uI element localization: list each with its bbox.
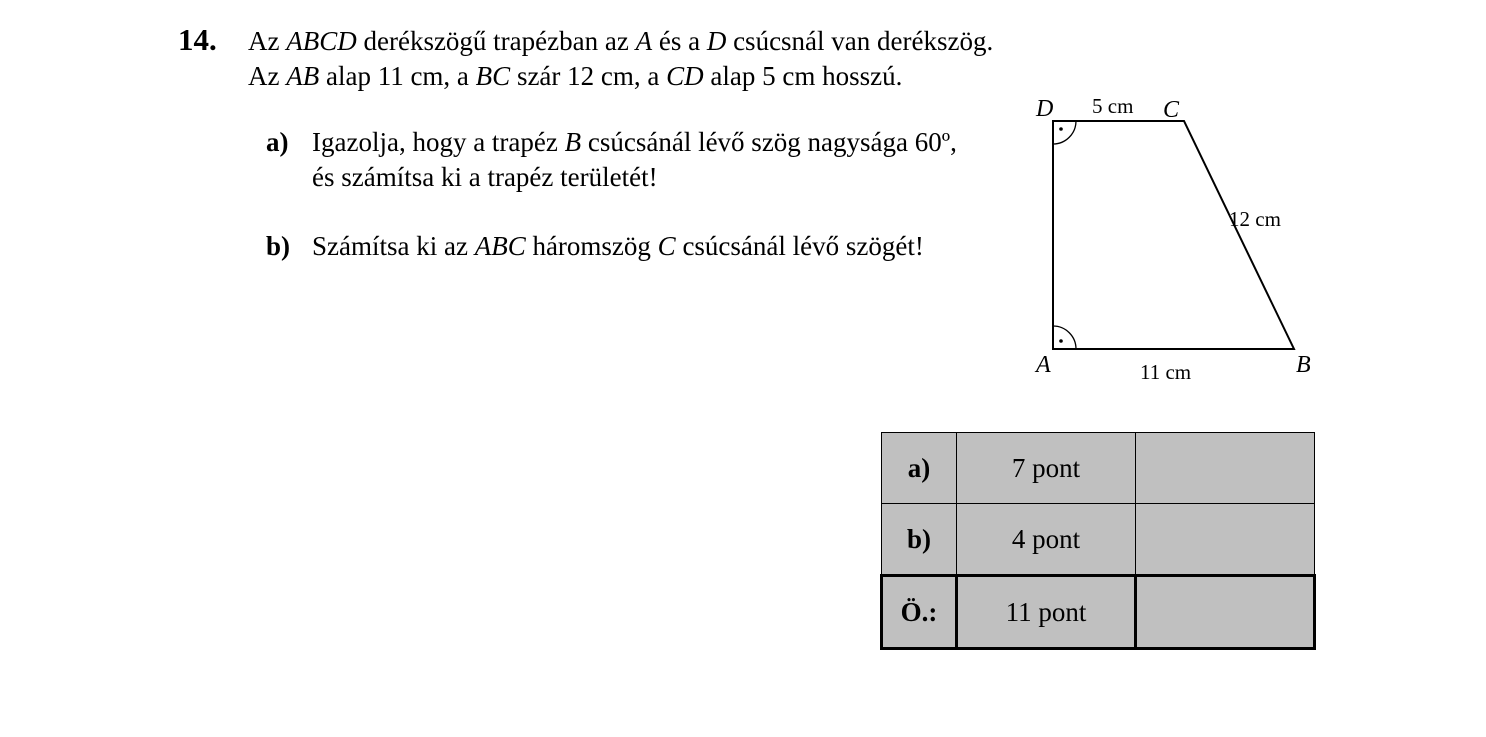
score-earned-b	[1136, 504, 1315, 576]
intro-line-2: Az AB alap 11 cm, a BC szár 12 cm, a CD alap 5 cm hosszú.	[248, 61, 903, 91]
vertex-label-d: D	[1036, 96, 1054, 122]
vertex-label-b: B	[1296, 352, 1311, 378]
score-points-total: 11 pont	[957, 576, 1136, 649]
intro-line-1: Az ABCD derékszögű trapézban az A és a D csúcsnál van derékszög.	[248, 26, 994, 56]
right-angle-dot-a	[1059, 339, 1063, 343]
score-table	[880, 432, 1316, 650]
trapezoid-outline	[1053, 121, 1294, 349]
score-row-total	[882, 576, 1315, 649]
part-b-line-1: Számítsa ki az ABC háromszög C csúcsánál lévő szögét!	[312, 231, 924, 261]
vertex-label-a: A	[1036, 352, 1051, 378]
right-angle-mark-a	[1053, 326, 1076, 349]
score-points-a: 7 pont	[957, 433, 1136, 504]
score-part-total: Ö.:	[882, 576, 957, 649]
score-row-a	[882, 433, 1315, 504]
problem-number: 14.	[178, 22, 217, 57]
score-row-b	[882, 504, 1315, 576]
score-points-b: 4 pont	[957, 504, 1136, 576]
vertex-label-c: C	[1163, 97, 1180, 123]
side-label-dc: 5 cm	[1092, 94, 1134, 118]
side-label-bc: 12 cm	[1229, 207, 1281, 231]
side-label-ab: 11 cm	[1140, 360, 1192, 384]
score-part-a: a)	[882, 433, 957, 504]
part-b-label: b)	[266, 231, 291, 261]
score-earned-a	[1136, 433, 1315, 504]
right-angle-mark-d	[1053, 121, 1076, 144]
score-part-b: b)	[882, 504, 957, 576]
right-angle-dot-d	[1059, 127, 1063, 131]
part-a-label: a)	[266, 127, 289, 157]
part-a-line-2: és számítsa ki a trapéz területét!	[312, 162, 658, 192]
score-earned-total	[1136, 576, 1315, 649]
trapezoid-figure	[1020, 88, 1320, 388]
part-a-line-1: Igazolja, hogy a trapéz B csúcsánál lévő szög nagysága 60º,	[312, 127, 957, 157]
